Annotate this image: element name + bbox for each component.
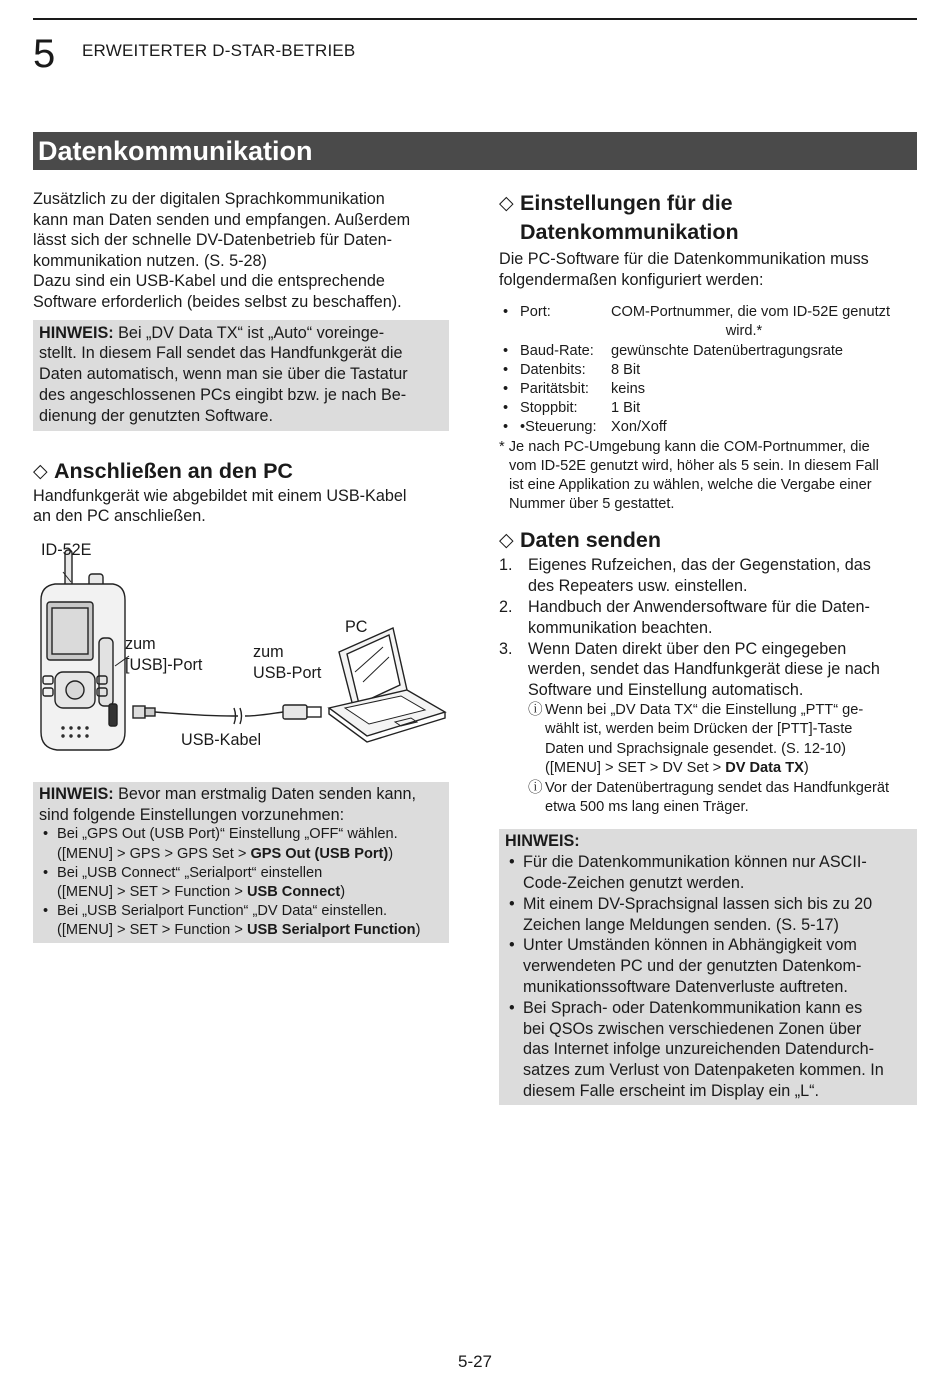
- note-label: HINWEIS:: [39, 323, 114, 342]
- footnote: * Je nach PC-Umgebung kann die COM-Portnummer, die vom ID-52E genutzt wird, höher als 5 sein. In diesem Fall ist eine Applikation zu wählen, welche die Vergabe einer Nummer über 5 gestattet.: [499, 438, 879, 513]
- intro-text: Zusätzlich zu der digitalen Sprachkommunikation kann man Daten senden und empfangen. Außerdem lässt sich der schnelle DV-Datenbetrieb für Daten- kommunikation nutzen. (S. 5-28) Dazu sind ein USB-Kabel und die entsprechende Software erforderlich (beides selbst zu beschaffen).: [33, 190, 411, 311]
- info-carrier: ⓘ Vor der Datenübertragung sendet das Handfunkgerät etwa 500 ms lang einen Träger.: [499, 779, 917, 818]
- list-item: 2. Handbuch der Anwendersoftware für die Daten- kommunikation beachten.: [499, 598, 870, 637]
- heading-settings: ◇ Einstellungen für die: [499, 189, 917, 218]
- diamond-icon: ◇: [33, 460, 48, 482]
- page-number: 5-27: [457, 1352, 493, 1371]
- list-item: • •Steuerung: Xon/Xoff: [503, 419, 667, 436]
- label-zum-pc-usb-port: zum: [253, 642, 284, 661]
- chapter-title: ERWEITERTER D-STAR-BETRIEB: [82, 41, 356, 60]
- laptop-icon: [329, 628, 445, 742]
- label-usb-cable: USB-Kabel: [181, 730, 262, 749]
- settings-list: [499, 303, 917, 437]
- list-item: • Bei „GPS Out (USB Port)“ Einstellung „OFF“ wählen. ([MENU] > GPS > GPS Set > GPS Out (USB Port)): [43, 826, 398, 862]
- list-item: • Bei „USB Serialport Function“ „DV Data“ einstellen. ([MENU] > SET > Function > USB Serialport Function): [43, 903, 421, 939]
- list-item: • Mit einem DV-Sprachsignal lassen sich bis zu 20 Zeichen lange Meldungen senden. (S. 5-17): [509, 894, 873, 934]
- usb-cable: [133, 705, 321, 724]
- list-item: • Bei Sprach- oder Datenkommunikation kann es bei QSOs zwischen verschiedenen Zonen über das Internet infolge unzureichenden Datendurch- satzes zum Verlust von Datenpaketen kommen. In diesem Falle erscheint im Display ein „L“.: [509, 998, 884, 1100]
- note-data-communication: [499, 829, 917, 1104]
- info-icon: ⓘ: [528, 702, 543, 718]
- list-item: 1. Eigenes Rufzeichen, das der Gegenstation, das des Repeaters usw. einstellen.: [499, 556, 871, 596]
- steps-list: [499, 555, 917, 817]
- label-radio: ID-52E: [41, 540, 92, 559]
- note-settings: HINWEIS: Bevor man erstmalig Daten senden kann, sind folgende Einstellungen vorzunehmen: • Bei „GPS Out (USB Port)“ Einstellung „OFF“ wählen. ([MENU] > GPS > GPS Set > GPS Out (USB Port)) • Bei „USB Connect“ „Serialport“ einstellen ([MENU] > SET > Function > USB Connect) • Bei „USB Serialport Function“ „DV Data“ einstellen. ([MENU] > SET > Function > USB Serialport Function): [33, 782, 449, 943]
- right-column: ◇ Einstellungen für die Datenkommunikation Die PC-Software für die Datenkommunikation muss folgendermaßen konfiguriert werden: • Port: COM-Portnummer, die vom ID-52E genutzt wird.* • Baud-Rate: gewünschte Datenübertragungsrate • Datenbits: 8 Bit • Paritätsbit: keins • Stoppbit: 1 Bit • •Steuerung: Xon/Xoff * Je nach PC-Umgebung kann die COM-Portnummer, die vom ID-52E genutzt wird, höher als 5 sein. In diesem Fall ist eine Applikation zu wählen, welche die Vergabe einer Nummer über 5 gestattet. ◇ Daten senden 1. Eigenes Rufzeichen, das der Gegenstation, das des Repeaters usw. einstellen. 2. Handbuch der Anwendersoftware für die Daten- kommunikation beachten. 3. Wenn Daten direkt über den PC eingegeben werden, sendet das Handfunkgerät diese je nach Software und Einstellung automatisch. ⓘ Wenn bei „DV Data TX“ die Einstellung „PTT“ ge- wählt ist, werden beim Drücken der [PTT]-Taste Daten und Sprachsignale gesendet. (S. 12-10) ([MENU] > SET > DV Set > DV Data TX) ⓘ Vor der Datenübertragung sendet das Handfunkgerät etwa 500 ms lang einen Träger. HINWEIS: • Für die Datenkommunikation können nur ASCII- Code-Zeichen genutzt werden. • Mit einem DV-Sprachsignal lassen sich bis zu 20 Zeichen lange Meldungen senden. (S. 5-17) • Unter Umständen können in Abhängigkeit vom verwendeten PC und der genutzten Datenkom- munikationssoftware Datenverluste auftreten. • Bei Sprach- oder Datenkommunikation kann es bei QSOs zwischen verschiedenen Zonen über das Internet infolge unzureichenden Datendurch- satzes zum Verlust von Datenpaketen kommen. In diesem Falle erscheint im Display ein „L“.: [499, 189, 917, 1105]
- list-item: • Paritätsbit: keins: [503, 381, 646, 397]
- label-pc: PC: [345, 617, 368, 636]
- list-item: • Datenbits: 8 Bit: [503, 361, 641, 378]
- info-icon: ⓘ: [528, 779, 543, 796]
- radio-icon: [41, 550, 125, 750]
- note-dv-data-tx: HINWEIS: Bei „DV Data TX“ ist „Auto“ voreinge- stellt. In diesem Fall sendet das Handfunkgerät die Daten automatisch, wenn man sie über die Tastatur des angeschlossenen PCs eingibt bzw. je nach Be- dienung der genutzten Software.: [33, 320, 449, 431]
- note-label: HINWEIS:: [39, 784, 114, 803]
- connect-text: Handfunkgerät wie abgebildet mit einem USB-Kabel: [33, 486, 407, 505]
- list-item: • Für die Datenkommunikation können nur ASCII- Code-Zeichen genutzt werden.: [509, 853, 867, 893]
- list-item: • Unter Umständen können in Abhängigkeit vom verwendeten PC und der genutzten Datenkom- munikationssoftware Datenverluste auftreten.: [509, 936, 862, 997]
- diamond-icon: ◇: [499, 530, 514, 552]
- list-item: • Bei „USB Connect“ „Serialport“ einstellen ([MENU] > SET > Function > USB Connect): [43, 864, 346, 900]
- list-item: • Port: COM-Portnummer, die vom ID-52E genutzt wird.*: [503, 304, 890, 340]
- diamond-icon: ◇: [499, 193, 514, 214]
- list-item: • Baud-Rate: gewünschte Datenübertragungsrate: [503, 342, 844, 359]
- list-item: • Stoppbit: 1 Bit: [503, 400, 641, 417]
- label-zum-usb-port: zum: [125, 634, 156, 653]
- section-title: Datenkommunikation: [33, 132, 917, 170]
- info-ptt: ⓘ Wenn bei „DV Data TX“ die Einstellung „PTT“ ge- wählt ist, werden beim Drücken der [PTT]-Taste Daten und Sprachsignale gesendet. (S. 12-10) ([MENU] > SET > DV Set > DV Data TX): [499, 701, 917, 779]
- header-rule: [33, 18, 917, 20]
- settings-intro: Die PC-Software für die Datenkommunikation muss: [499, 250, 869, 268]
- note-label: HINWEIS:: [505, 832, 580, 851]
- list-item: 3. Wenn Daten direkt über den PC eingegeben werden, sendet das Handfunkgerät diese je nach Software und Einstellung automatisch.: [499, 639, 880, 700]
- heading-send: ◇ Daten senden: [499, 526, 917, 555]
- heading-connect: ◇ Anschließen an den PC: [33, 457, 449, 486]
- chapter-number: 5: [33, 32, 56, 76]
- left-column: Zusätzlich zu der digitalen Sprachkommunikation kann man Daten senden und empfangen. Außerdem lässt sich der schnelle DV-Datenbetrieb für Daten- kommunikation nutzen. (S. 5-28) Dazu sind ein USB-Kabel und die entsprechende Software erforderlich (beides selbst zu beschaffen). HINWEIS: Bei „DV Data TX“ ist „Auto“ voreinge- stellt. In diesem Fall sendet das Handfunkgerät die Daten automatisch, wenn man sie über die Tastatur des angeschlossenen PCs eingibt bzw. je nach Be- dienung der genutzten Software. ◇ Anschließen an den PC Handfunkgerät wie abgebildet mit einem USB-Kabel an den PC anschließen. ID-52E zum [USB]-Port zum USB-Port PC USB-Kabel HINWEIS: Bevor man erstmalig Daten senden kann, sind folgende Einstellungen vorzunehmen: • Bei „GPS Out (USB Port)“ Einstellung „OFF“ wählen. ([MENU] > GPS > GPS Set > GPS Out (USB Port)) • Bei „USB Connect“ „Serialport“ einstellen ([MENU] > SET > Function > USB Connect) • Bei „USB Serialport Function“ „DV Data“ einstellen. ([MENU] > SET > Function > USB Serialport Function): [33, 189, 449, 943]
- connection-diagram: ID-52E zum [USB]-Port zum USB-Port PC USB-Kabel: [33, 542, 449, 770]
